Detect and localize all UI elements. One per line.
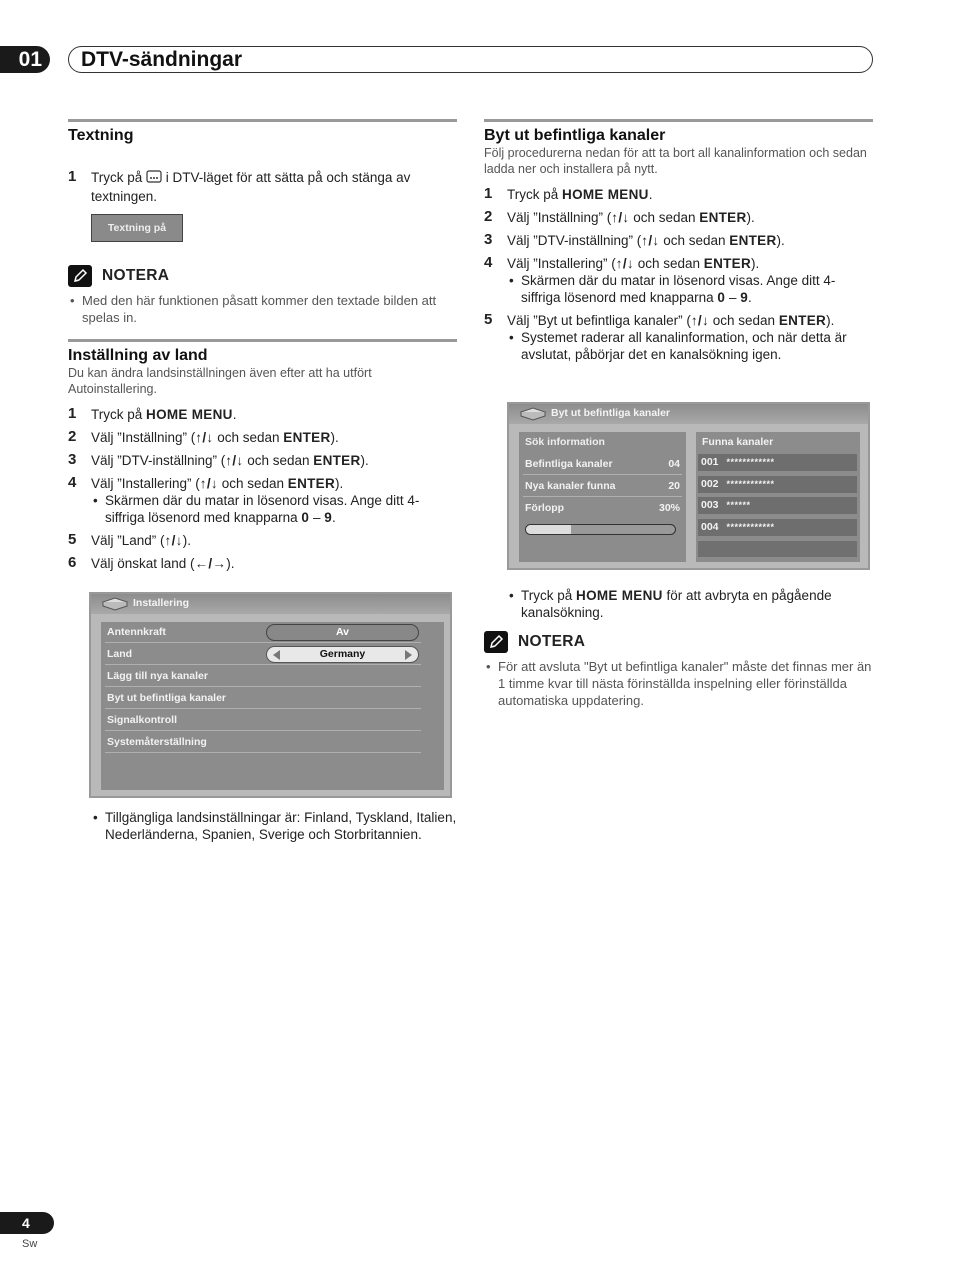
cancel-bullet	[507, 587, 873, 621]
step-text: ).	[776, 233, 785, 248]
search-info-heading: Sök information	[525, 436, 605, 448]
step-text: och sedan	[629, 210, 700, 225]
step-text: Tryck på	[91, 407, 147, 422]
info-label: Nya kanaler funna	[525, 480, 616, 492]
countries-bullet	[91, 809, 457, 843]
pencil-note-icon	[68, 265, 92, 287]
step-text: Välj ”DTV-inställning” (	[507, 233, 642, 248]
note-label: NOTERA	[102, 267, 170, 284]
step-text: Välj önskat land (	[91, 556, 195, 571]
left-column	[68, 119, 457, 572]
search-info-panel	[519, 432, 686, 562]
section-title-textning: Textning	[68, 127, 134, 144]
textning-step-1	[68, 169, 457, 205]
menu-row-signal-check[interactable]: Signalkontroll	[105, 710, 421, 731]
arrow-up-down-keys: ↑/↓	[690, 313, 709, 328]
step-text: ).	[335, 476, 344, 491]
enter-key: ENTER	[778, 313, 827, 328]
step-number: 3	[484, 231, 493, 248]
screen-title: Installering	[133, 597, 190, 609]
enter-key: ENTER	[287, 476, 336, 491]
replace-step-5	[484, 312, 873, 363]
section-rule	[68, 119, 457, 122]
digit-key: 0	[301, 510, 310, 525]
arrow-left-icon[interactable]	[273, 650, 280, 660]
land-step-4	[68, 475, 457, 526]
country-value: Germany	[319, 648, 366, 660]
home-menu-key: HOME MENU	[146, 407, 233, 422]
pencil-note-icon	[484, 631, 508, 653]
replace-step-2	[484, 209, 873, 226]
replace-step-1	[484, 186, 873, 203]
land-step-6	[68, 555, 457, 572]
screen-header	[91, 594, 450, 614]
password-bullet	[507, 272, 873, 306]
page-number: 4	[0, 1212, 54, 1234]
arrow-up-down-keys: ↑/↓	[615, 256, 634, 271]
screen-title: Byt ut befintliga kanaler	[551, 407, 671, 419]
arrow-up-down-keys: ↑/↓	[611, 210, 630, 225]
screen-body	[101, 622, 444, 790]
channel-name: ******	[726, 500, 751, 510]
chapter-number: 01	[0, 46, 50, 73]
antenna-power-value[interactable]: Av	[266, 624, 419, 641]
language-code: Sw	[22, 1238, 38, 1250]
bullet-text: –	[309, 510, 325, 525]
step-text-pre: Tryck på	[91, 170, 143, 185]
step-text: och sedan	[633, 256, 704, 271]
step-text: Välj ”Byt ut befintliga kanaler” (	[507, 313, 691, 328]
installering-screen	[89, 592, 452, 798]
step-text: Välj ”Inställning” (	[507, 210, 612, 225]
section-rule	[68, 339, 457, 342]
info-row-progress	[523, 498, 682, 519]
step-text: Välj ”Installering” (	[507, 256, 616, 271]
land-step-1	[68, 406, 457, 423]
arrow-up-down-keys: ↑/↓	[225, 453, 244, 468]
step-number: 3	[68, 451, 77, 468]
found-channel-row	[698, 454, 857, 471]
enter-key: ENTER	[283, 430, 331, 445]
step-number: 6	[68, 554, 77, 571]
section-title-land: Inställning av land	[68, 347, 208, 364]
enter-key: ENTER	[699, 210, 747, 225]
section-rule	[484, 119, 873, 122]
step-text: ).	[226, 556, 235, 571]
land-step-3	[68, 452, 457, 469]
arrow-up-down-keys: ↑/↓	[641, 233, 660, 248]
info-label: Förlopp	[525, 502, 565, 514]
step-text-post: i DTV-läget för att sätta på och stänga av textningen.	[91, 170, 411, 204]
arrow-left-right-keys: ←/→	[194, 556, 227, 571]
replace-step-3	[484, 232, 873, 249]
system-bullet: • Systemet raderar all kanalinformation, och när detta är avslutat, påbörjar det en kanalsökning igen.	[507, 329, 873, 363]
menu-row-add-channels[interactable]: Lägg till nya kanaler	[105, 666, 421, 687]
right-column	[484, 119, 873, 363]
enter-key: ENTER	[313, 453, 361, 468]
note-text: • För att avsluta "Byt ut befintliga kanaler" måste det finnas mer än 1 timme kvar till nästa förinställda inspelning eller förinställda automatiska uppdatering.	[484, 658, 873, 709]
step-text: .	[648, 187, 653, 202]
country-selector[interactable]	[266, 646, 419, 663]
note-label: NOTERA	[518, 633, 586, 650]
bullet-text: –	[725, 290, 741, 305]
chapter-title: DTV-sändningar	[81, 48, 243, 71]
subtitle-on-indicator: Textning på	[91, 214, 183, 242]
setup-menu-icon	[101, 596, 129, 615]
step-text: och sedan	[217, 476, 288, 491]
step-number: 2	[484, 208, 493, 225]
step-text: ).	[330, 430, 339, 445]
step-number: 5	[68, 531, 77, 548]
info-row-new	[523, 476, 682, 497]
step-text: ).	[826, 313, 835, 328]
subtitle-button-icon	[146, 170, 162, 188]
bullet-text: Skärmen där du matar in lösenord visas. Ange ditt 4-siffriga lösenord med knapparna	[105, 493, 420, 525]
digit-key: 9	[740, 290, 749, 305]
info-row-existing	[523, 454, 682, 475]
step-text: .	[232, 407, 237, 422]
step-text: Välj ”Installering” (	[91, 476, 200, 491]
step-text: ).	[182, 533, 191, 548]
channel-number: 001	[701, 456, 719, 468]
progress-fill	[526, 525, 571, 534]
channel-name: ************	[726, 478, 775, 489]
step-number: 1	[68, 168, 77, 185]
note-text: • Med den här funktionen påsatt kommer den textade bilden att spelas in.	[68, 292, 457, 326]
replace-step-4	[484, 255, 873, 306]
step-number: 1	[484, 185, 493, 202]
section-title-replace: Byt ut befintliga kanaler	[484, 127, 666, 144]
step-text: Välj ”Inställning” (	[91, 430, 196, 445]
bullet-text: Tryck på	[521, 588, 577, 603]
step-number: 4	[68, 474, 77, 491]
found-channels-heading: Funna kanaler	[702, 436, 774, 448]
home-menu-key: HOME MENU	[562, 187, 649, 202]
step-text: och sedan	[659, 233, 730, 248]
section-subtitle-land: Du kan ändra landsinställningen även efter att ha utfört Autoinstallering.	[68, 366, 372, 396]
channel-name: ************	[726, 521, 775, 532]
land-step-2	[68, 429, 457, 446]
info-value: 04	[668, 458, 680, 470]
cancel-text	[507, 587, 873, 621]
step-text: Välj ”DTV-inställning” (	[91, 453, 226, 468]
arrow-up-down-keys: ↑/↓	[164, 533, 183, 548]
bullet-text: Skärmen där du matar in lösenord visas. Ange ditt 4-siffriga lösenord med knapparna	[521, 273, 836, 305]
channel-number: 002	[701, 477, 719, 490]
step-text: Välj ”Land” (	[91, 533, 165, 548]
step-text: ).	[360, 453, 369, 468]
setup-menu-icon	[519, 406, 547, 425]
arrow-right-icon[interactable]	[405, 650, 412, 660]
enter-key: ENTER	[703, 256, 752, 271]
menu-row-land[interactable]: Land	[105, 644, 421, 665]
section-subtitle-replace: Följ procedurerna nedan för att ta bort all kanalinformation och sedan ladda ner och installera på nytt.	[484, 146, 867, 176]
menu-row-antennkraft[interactable]: Antennkraft	[105, 622, 421, 643]
progress-bar	[525, 524, 676, 535]
found-channels-panel	[696, 432, 860, 562]
step-text: Tryck på	[507, 187, 563, 202]
password-bullet	[91, 492, 457, 526]
countries-text: • Tillgängliga landsinställningar är: Finland, Tyskland, Italien, Nederländerna, Spanien, Sverige och Storbritannien.	[91, 809, 457, 843]
channel-number: 004	[701, 520, 719, 533]
replace-channels-screen	[507, 402, 870, 570]
menu-row-replace-channels[interactable]: Byt ut befintliga kanaler	[105, 688, 421, 709]
right-note	[484, 631, 873, 709]
info-value: 30%	[658, 502, 680, 514]
note-heading	[484, 631, 873, 653]
note-heading	[68, 265, 457, 287]
land-step-5	[68, 532, 457, 549]
enter-key: ENTER	[729, 233, 777, 248]
bullet-text: .	[332, 510, 336, 525]
menu-row-system-reset[interactable]: Systemåterställning	[105, 732, 421, 753]
step-number: 1	[68, 405, 77, 422]
arrow-up-down-keys: ↑/↓	[199, 476, 218, 491]
home-menu-key: HOME MENU	[576, 588, 663, 603]
screen-header	[509, 404, 868, 424]
found-channel-row	[698, 519, 857, 536]
found-channel-row	[698, 497, 857, 514]
step-number: 2	[68, 428, 77, 445]
step-text: ).	[751, 256, 760, 271]
channel-number: 003	[701, 499, 719, 511]
info-value: 20	[668, 480, 680, 492]
found-empty-row	[698, 541, 857, 557]
step-text: och sedan	[709, 313, 779, 328]
channel-name: ************	[726, 457, 775, 467]
info-label: Befintliga kanaler	[525, 458, 613, 470]
step-text: ).	[746, 210, 755, 225]
bullet-text: .	[748, 290, 752, 305]
digit-key: 0	[717, 290, 726, 305]
step-text: och sedan	[243, 453, 314, 468]
bullet-text: för att avbryta en pågående kanalsökning.	[521, 588, 832, 620]
step-text: och sedan	[213, 430, 284, 445]
arrow-up-down-keys: ↑/↓	[195, 430, 214, 445]
step-number: 5	[484, 311, 493, 328]
chapter-title-box	[68, 46, 873, 73]
digit-key: 9	[324, 510, 333, 525]
step-number: 4	[484, 254, 493, 271]
found-channel-row	[698, 476, 857, 493]
